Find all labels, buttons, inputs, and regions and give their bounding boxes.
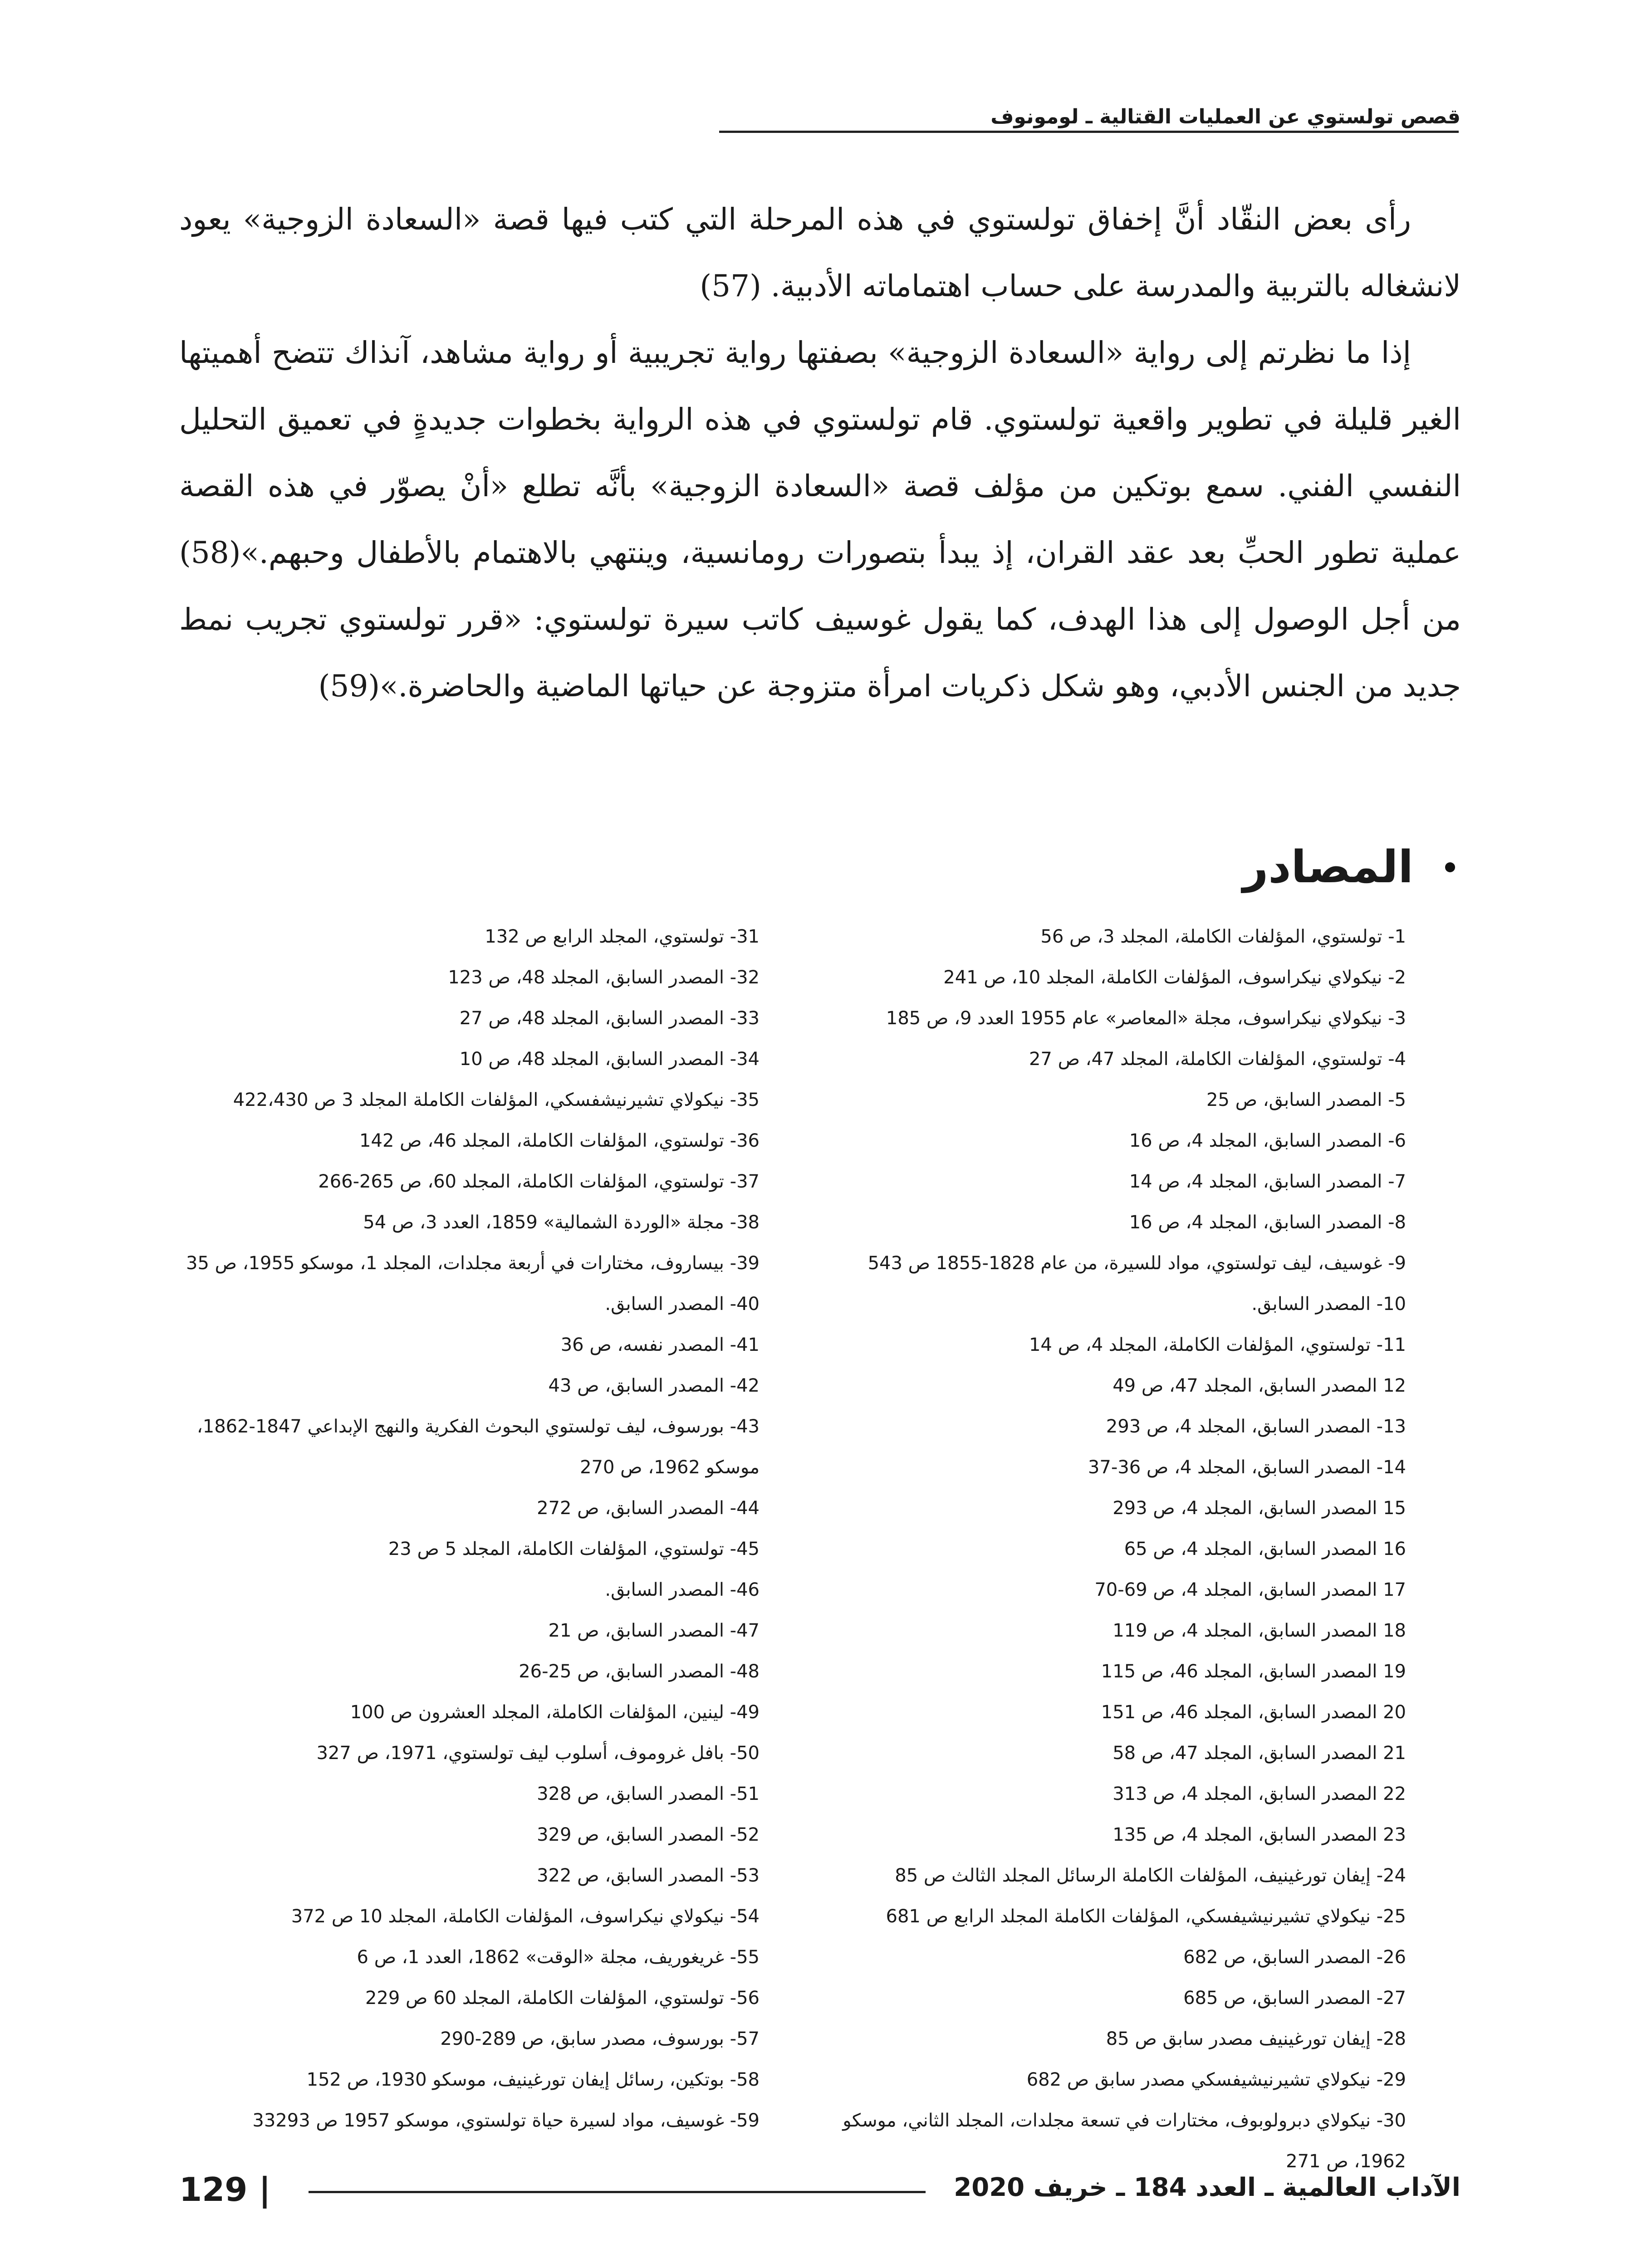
source-item: 29- نيكولاي تشيرنيشيفسكي مصدر سابق ص 682: [1026, 2069, 1406, 2090]
source-item: 41- المصدر نفسه، ص 36: [560, 1334, 760, 1355]
source-item: 36- تولستوي، المؤلفات الكاملة، المجلد 46، ص 142: [359, 1130, 760, 1151]
source-item: 47- المصدر السابق، ص 21: [548, 1620, 760, 1641]
source-item: 49- لينين، المؤلفات الكاملة، المجلد العشرون ص 100: [350, 1702, 760, 1723]
source-item: 32- المصدر السابق، المجلد 48، ص 123: [448, 967, 760, 988]
source-item: 11- تولستوي، المؤلفات الكاملة، المجلد 4، ص 14: [1029, 1334, 1406, 1355]
source-item: 42- المصدر السابق، ص 43: [548, 1375, 760, 1396]
sources-title: المصادر: [1242, 841, 1413, 893]
source-item: 5- المصدر السابق، ص 25: [1206, 1090, 1406, 1110]
source-item: 25- نيكولاي تشيرنيشيفسكي، المؤلفات الكاملة المجلد الرابع ص 681: [886, 1906, 1406, 1927]
source-item: 38- مجلة «الوردة الشمالية» 1859، العدد 3، ص 54: [363, 1212, 760, 1233]
source-item: 2- نيكولاي نيكراسوف، المؤلفات الكاملة، المجلد 10، ص 241: [943, 967, 1406, 988]
source-item: 9- غوسيف، ليف تولستوي، مواد للسيرة، من عام 1828-1855 ص 543: [868, 1253, 1406, 1274]
running-header-title: قصص تولستوي عن العمليات القتالية ـ لومونوف: [990, 105, 1461, 128]
journal-issue: الآداب العالمية ـ العدد 184 ـ خريف 2020: [954, 2173, 1461, 2202]
source-item: 44- المصدر السابق، ص 272: [537, 1498, 760, 1519]
source-item: 45- تولستوي، المؤلفات الكاملة، المجلد 5 ص 23: [388, 1539, 760, 1559]
header-rule: [719, 131, 1459, 133]
source-item: 20 المصدر السابق، المجلد 46، ص 151: [1101, 1702, 1406, 1723]
source-item: 55- غريغوريف، مجلة «الوقت» 1862، العدد 1، ص 6: [357, 1947, 760, 1968]
source-item: 15 المصدر السابق، المجلد 4، ص 293: [1113, 1498, 1406, 1519]
source-item: 23 المصدر السابق، المجلد 4، ص 135: [1113, 1824, 1406, 1845]
body-paragraph-1: رأى بعض النقّاد أنَّ إخفاق تولستوي في هذه المرحلة التي كتب فيها قصة «السعادة الزوجية» يعود لانشغاله بالتربية والمدرسة على حساب اهتماماته الأدبية. (57): [179, 202, 1461, 303]
bullet-icon: [1445, 862, 1455, 872]
source-item: 40- المصدر السابق.: [605, 1294, 760, 1315]
source-item: 51- المصدر السابق، ص 328: [537, 1784, 760, 1804]
source-item: 18 المصدر السابق، المجلد 4، ص 119: [1113, 1620, 1406, 1641]
source-item: 7- المصدر السابق، المجلد 4، ص 14: [1129, 1171, 1406, 1192]
source-item: 54- نيكولاي نيكراسوف، المؤلفات الكاملة، المجلد 10 ص 372: [291, 1906, 760, 1927]
source-item: 16 المصدر السابق، المجلد 4، ص 65: [1124, 1539, 1406, 1559]
source-item: 8- المصدر السابق، المجلد 4، ص 16: [1129, 1212, 1406, 1233]
source-item: 50- بافل غروموف، أسلوب ليف تولستوي، 1971، ص 327: [316, 1743, 760, 1764]
source-item: 13- المصدر السابق، المجلد 4، ص 293: [1106, 1416, 1406, 1437]
source-item: 3- نيكولاي نيكراسوف، مجلة «المعاصر» عام 1955 العدد 9، ص 185: [886, 1008, 1406, 1029]
source-item: 6- المصدر السابق، المجلد 4، ص 16: [1129, 1130, 1406, 1151]
source-item: 1- تولستوي، المؤلفات الكاملة، المجلد 3، ص 56: [1040, 926, 1406, 947]
source-item: 31- تولستوي، المجلد الرابع ص 132: [485, 926, 760, 947]
source-item: 28- إيفان تورغينيف مصدر سابق ص 85: [1106, 2028, 1406, 2049]
source-item: 43- بورسوف، ليف تولستوي البحوث الفكرية والنهج الإبداعي 1847-1862، موسكو 1962، ص 270: [196, 1416, 760, 1478]
source-item: 57- بورسوف، مصدر سابق، ص 289-290: [440, 2028, 760, 2049]
source-item: 22 المصدر السابق، المجلد 4، ص 313: [1113, 1784, 1406, 1804]
source-item: 12 المصدر السابق، المجلد 47، ص 49: [1113, 1375, 1406, 1396]
source-item: 14- المصدر السابق، المجلد 4، ص 36-37: [1088, 1457, 1406, 1478]
source-item: 39- بيساروف، مختارات في أربعة مجلدات، المجلد 1، موسكو 1955، ص 35: [186, 1253, 760, 1274]
source-item: 53- المصدر السابق، ص 322: [537, 1865, 760, 1886]
sources-list-right: [816, 916, 1406, 2182]
source-item: 17 المصدر السابق، المجلد 4، ص 69-70: [1094, 1579, 1406, 1600]
source-item: 30- نيكولاي دبرولوبوف، مختارات في تسعة مجلدات، المجلد الثاني، موسكو 1962، ص 271: [843, 2110, 1406, 2172]
source-item: 21 المصدر السابق، المجلد 47، ص 58: [1113, 1743, 1406, 1764]
sources-heading: [1243, 841, 1461, 893]
body-paragraph-2: إذا ما نظرتم إلى رواية «السعادة الزوجية» بصفتها رواية تجريبية أو رواية مشاهد، آنذاك تتضح أهميتها الغير قليلة في تطوير واقعية تولستوي. قام تولستوي في هذه الرواية بخطوات جديدةٍ في تعميق التحليل النفسي الفني. سمع بوتكين من مؤلف قصة «السعادة الزوجية» بأنَّه تطلع «أنْ يصوّر في هذه القصة عملية تطور الحبِّ بعد عقد القران، إذ يبدأ بتصورات رومانسية، وينتهي بالاهتمام بالأطفال وحبهم.»(58) من أجل الوصول إلى هذا الهدف، كما يقول غوسيف كاتب سيرة تولستوي: «قرر تولستوي تجريب نمط جديد من الجنس الأدبي، وهو شكل ذكريات امرأة متزوجة عن حياتها الماضية والحاضرة.»(59): [179, 335, 1461, 704]
footer-rule: [309, 2191, 926, 2193]
source-item: 46- المصدر السابق.: [605, 1579, 760, 1600]
source-item: 35- نيكولاي تشيرنيشفسكي، المؤلفات الكاملة المجلد 3 ص 422،430: [233, 1090, 760, 1110]
source-item: 52- المصدر السابق، ص 329: [537, 1824, 760, 1845]
source-item: 56- تولستوي، المؤلفات الكاملة، المجلد 60 ص 229: [365, 1988, 760, 2009]
source-item: 59- غوسيف، مواد لسيرة حياة تولستوي، موسكو 1957 ص 33293: [252, 2110, 760, 2131]
page-number: 129 |: [179, 2170, 271, 2209]
source-item: 19 المصدر السابق، المجلد 46، ص 115: [1101, 1661, 1406, 1682]
source-item: 24- إيفان تورغينيف، المؤلفات الكاملة الرسائل المجلد الثالث ص 85: [895, 1865, 1406, 1886]
sources-list-left: [170, 916, 760, 2141]
article-body: [179, 186, 1461, 719]
source-item: 48- المصدر السابق، ص 25-26: [519, 1661, 760, 1682]
source-item: 4- تولستوي، المؤلفات الكاملة، المجلد 47، ص 27: [1029, 1049, 1406, 1070]
source-item: 34- المصدر السابق، المجلد 48، ص 10: [459, 1049, 760, 1070]
source-item: 10- المصدر السابق.: [1251, 1294, 1406, 1315]
source-item: 27- المصدر السابق، ص 685: [1183, 1988, 1406, 2009]
source-item: 58- بوتكين، رسائل إيفان تورغينيف، موسكو 1930، ص 152: [306, 2069, 760, 2090]
source-item: 37- تولستوي، المؤلفات الكاملة، المجلد 60، ص 265-266: [318, 1171, 760, 1192]
source-item: 26- المصدر السابق، ص 682: [1183, 1947, 1406, 1968]
source-item: 33- المصدر السابق، المجلد 48، ص 27: [459, 1008, 760, 1029]
